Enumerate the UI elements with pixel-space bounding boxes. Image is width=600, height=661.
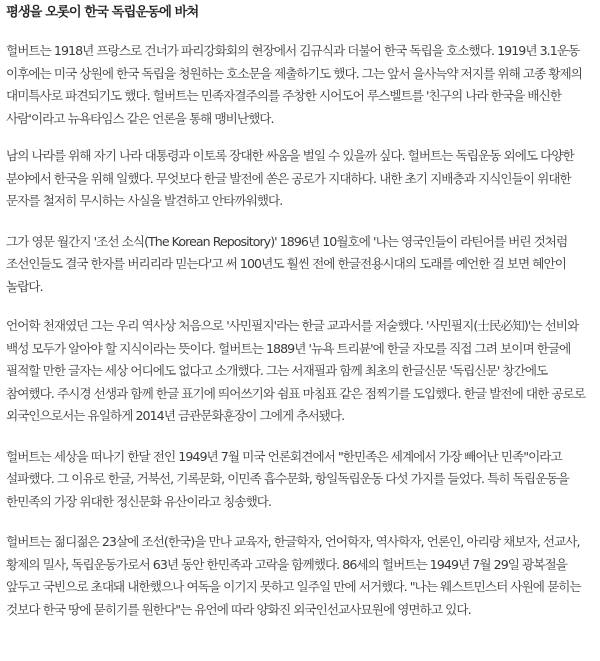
paragraph-final-years: 헐버트는 젊디젊은 23살에 조선(한국)을 만나 교육자, 한글학자, 언어학자, 역사학자, 언론인, 아리랑 채보자, 선교사, 황제의 밀사, 독립운동가로서 63년 동안 한민족과 고락을 함께했다. 86세의 헐버트는 1949년 7월 29일 광복절을 앞두고 국빈으로 초대돼 내한했으나 여독을 이기지 못하고 일주일 만에 서거했다. "나는 웨스트민스터 사원에 묻히는 것보다 한국 땅에 묻히기를 원한다"는 유언에 따라 양화진 외국인선교사묘원에 영면하고 있다. (6, 534, 581, 617)
paragraph-press-interview: 헐버트는 세상을 떠나기 한달 전인 1949년 7월 미국 언론회견에서 "한민족은 세계에서 가장 빼어난 민족"이라고 설파했다. 그 이유로 한글, 거북선, 기록문화, 이민족 흡수문화, 항일독립운동 다섯 가지를 들었다. 특히 독립운동을 한민족의 가장 위대한 정신문화 유산이라고 칭송했다. (6, 448, 569, 509)
section-heading: 평생을 오롯이 한국 독립운동에 바쳐 (6, 5, 199, 20)
paragraph-samin-pilji: 언어학 천재였던 그는 우리 역사상 처음으로 '사민필지'라는 한글 교과서를 저술했다. '사민필지(士民必知)'는 선비와 백성 모두가 알아야 할 지식이라는 뜻이다. 헐버트는 1889년 '뉴욕 트리뷴'에 한글 자모를 직접 그려 보이며 한글에 필적할 만한 글자는 세상 어디에도 없다고 소개했다. 그는 서재필과 함께 최초의 한글신문 '독립신문' 창간에도 참여했다. 주시경 선생과 함께 한글 표기에 띄어쓰기와 쉼표 마침표 같은 점찍기를 도입했다. 한글 발전에 대한 공로로 외국인으로서는 유일하게 2014년 금관문화훈장이 그에게 추서됐다. (6, 318, 586, 423)
paragraph-korean-repository: 그가 영문 월간지 '조선 소식(The Korean Repository)' 1896년 10월호에 '나는 영국인들이 라틴어를 버린 것처럼 조선인들도 결국 한자를 버리리라 믿는다'고 써 100년도 훨씬 전에 한글전용시대의 도래를 예언한 걸 보면 혜안이 놀랍다. (6, 233, 568, 294)
paragraph-hangul-contribution: 남의 나라를 위해 자기 나라 대통령과 이토록 장대한 싸움을 벌일 수 있을까 싶다. 헐버트는 독립운동 외에도 다양한 분야에서 한국을 위해 일했다. 무엇보다 한글 발전에 쏟은 공로가 지대하다. 내한 초기 지배층과 지식인들이 위대한 문자를 철저히 무시하는 사실을 발견하고 안타까워했다. (6, 148, 574, 208)
article (6, 0, 594, 621)
paragraph-paris-peace-conference: 헐버트는 1918년 프랑스로 건너가 파리강화회의 현장에서 김규식과 더불어 한국 독립을 호소했다. 1919년 3.1운동 이후에는 미국 상원에 한국 독립을 청원하는 호소문을 제출하기도 했다. 그는 앞서 을사늑약 저지를 위해 고종 황제의 대미특사로 파견되기도 했다. 헐버트는 민족자결주의를 주창한 시어도어 루스벨트를 '친구의 나라 한국을 배신한 사람'이라고 뉴욕타임스 같은 언론을 통해 맹비난했다. (6, 43, 582, 126)
